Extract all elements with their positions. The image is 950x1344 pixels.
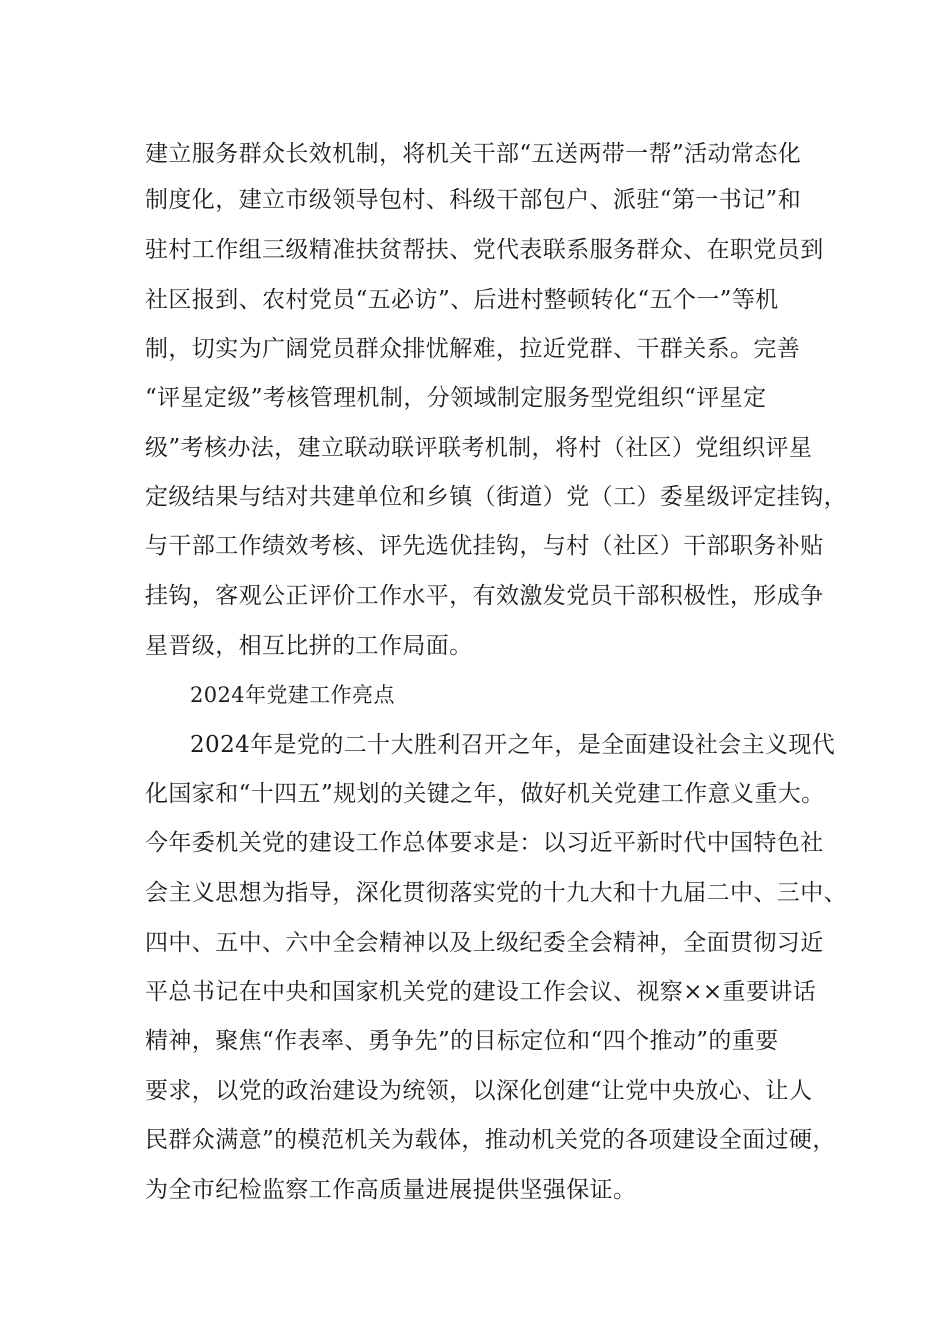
paragraph-2-line-8: 要求，以党的政治建设为统领，以深化创建“让党中央放心、让人 xyxy=(145,1078,813,1104)
paragraph-2-line-3: 今年委机关党的建设工作总体要求是：以习近平新时代中国特色社 xyxy=(145,830,824,856)
paragraph-1-line-9: 与干部工作绩效考核、评先选优挂钩，与村（社区）干部职务补贴 xyxy=(145,533,824,559)
paragraph-2-line-9: 民群众满意”的模范机关为载体，推动机关党的各项建设全面过硬， xyxy=(145,1127,836,1153)
paragraph-2-line-4: 会主义思想为指导，深化贯彻落实党的十九大和十九届二中、三中、 xyxy=(145,880,847,906)
paragraph-2-line-10: 为全市纪检监察工作高质量进展提供坚强保证。 xyxy=(145,1177,637,1203)
paragraph-2-line-1: 2024年是党的二十大胜利召开之年，是全面建设社会主义现代 xyxy=(190,732,836,758)
paragraph-1-line-5: 制，切实为广阔党员群众排忧解难，拉近党群、干群关系。完善 xyxy=(145,336,801,362)
paragraph-2-line-2: 化国家和“十四五”规划的关键之年，做好机关党建工作意义重大。 xyxy=(145,781,825,807)
paragraph-2-line-7: 精神，聚焦“作表率、勇争先”的目标定位和“四个推动”的重要 xyxy=(145,1028,779,1054)
paragraph-2-line-6: 平总书记在中央和国家机关党的建设工作会议、视察××重要讲话 xyxy=(145,979,817,1005)
paragraph-1-line-10: 挂钩，客观公正评价工作水平，有效激发党员干部积极性，形成争 xyxy=(145,583,824,609)
paragraph-2-line-5: 四中、五中、六中全会精神以及上级纪委全会精神，全面贯彻习近 xyxy=(145,930,824,956)
paragraph-1-line-11: 星晋级，相互比拼的工作局面。 xyxy=(145,633,473,659)
paragraph-1-line-2: 制度化，建立市级领导包村、科级干部包户、派驻“第一书记”和 xyxy=(145,187,802,213)
section-heading: 2024年党建工作亮点 xyxy=(190,683,395,707)
paragraph-1-line-7: 级”考核办法，建立联动联评联考机制，将村（社区）党组织评星 xyxy=(145,435,813,461)
paragraph-1-line-6: “评星定级”考核管理机制，分领域制定服务型党组织“评星定 xyxy=(145,385,767,411)
paragraph-1-line-8: 定级结果与结对共建单位和乡镇（街道）党（工）委星级评定挂钩， xyxy=(145,484,847,510)
paragraph-1-line-3: 驻村工作组三级精准扶贫帮扶、党代表联系服务群众、在职党员到 xyxy=(145,237,824,263)
paragraph-1-line-4: 社区报到、农村党员“五必访”、后进村整顿转化“五个一”等机 xyxy=(145,287,779,313)
paragraph-1-line-1: 建立服务群众长效机制，将机关干部“五送两带一帮”活动常态化 xyxy=(145,141,802,167)
